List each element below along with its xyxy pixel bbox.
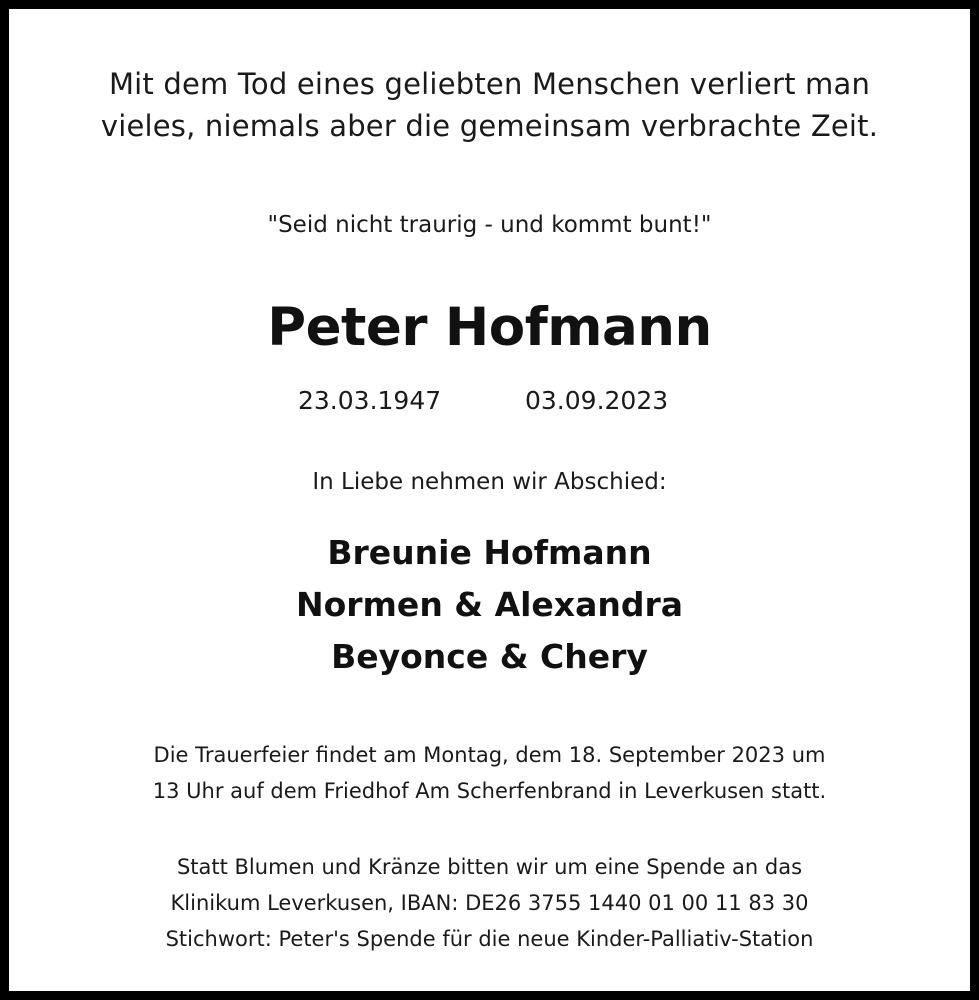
mourner-name: Normen & Alexandra: [295, 585, 684, 624]
life-dates: [9, 386, 970, 422]
deceased-name: Peter Hofmann: [267, 297, 712, 358]
death-date: 03.09.2023: [525, 386, 669, 415]
motto-line-1: Mit dem Tod eines geliebten Menschen verliert man: [108, 67, 871, 101]
donation-line-2: Klinikum Leverkusen, IBAN: DE26 3755 1440 01 00 11 83 30: [170, 891, 809, 915]
mourner-name: Breunie Hofmann: [327, 533, 652, 572]
birth-date: 23.03.1947: [298, 386, 442, 415]
donation-line-3: Stichwort: Peter's Spende für die neue Kinder-Palliativ-Station: [165, 927, 814, 951]
ceremony-line-1: Die Trauerfeier findet am Montag, dem 18. September 2023 um: [153, 743, 826, 767]
farewell-intro: In Liebe nehmen wir Abschied:: [312, 469, 667, 495]
quote: "Seid nicht traurig - und kommt bunt!": [267, 212, 712, 238]
mourner-name: Beyonce & Chery: [331, 637, 648, 676]
ceremony-line-2: 13 Uhr auf dem Friedhof Am Scherfenbrand in Leverkusen statt.: [152, 779, 827, 803]
motto-line-2: vieles, niemals aber die gemeinsam verbrachte Zeit.: [100, 109, 879, 143]
donation-line-1: Statt Blumen und Kränze bitten wir um eine Spende an das: [176, 855, 803, 879]
